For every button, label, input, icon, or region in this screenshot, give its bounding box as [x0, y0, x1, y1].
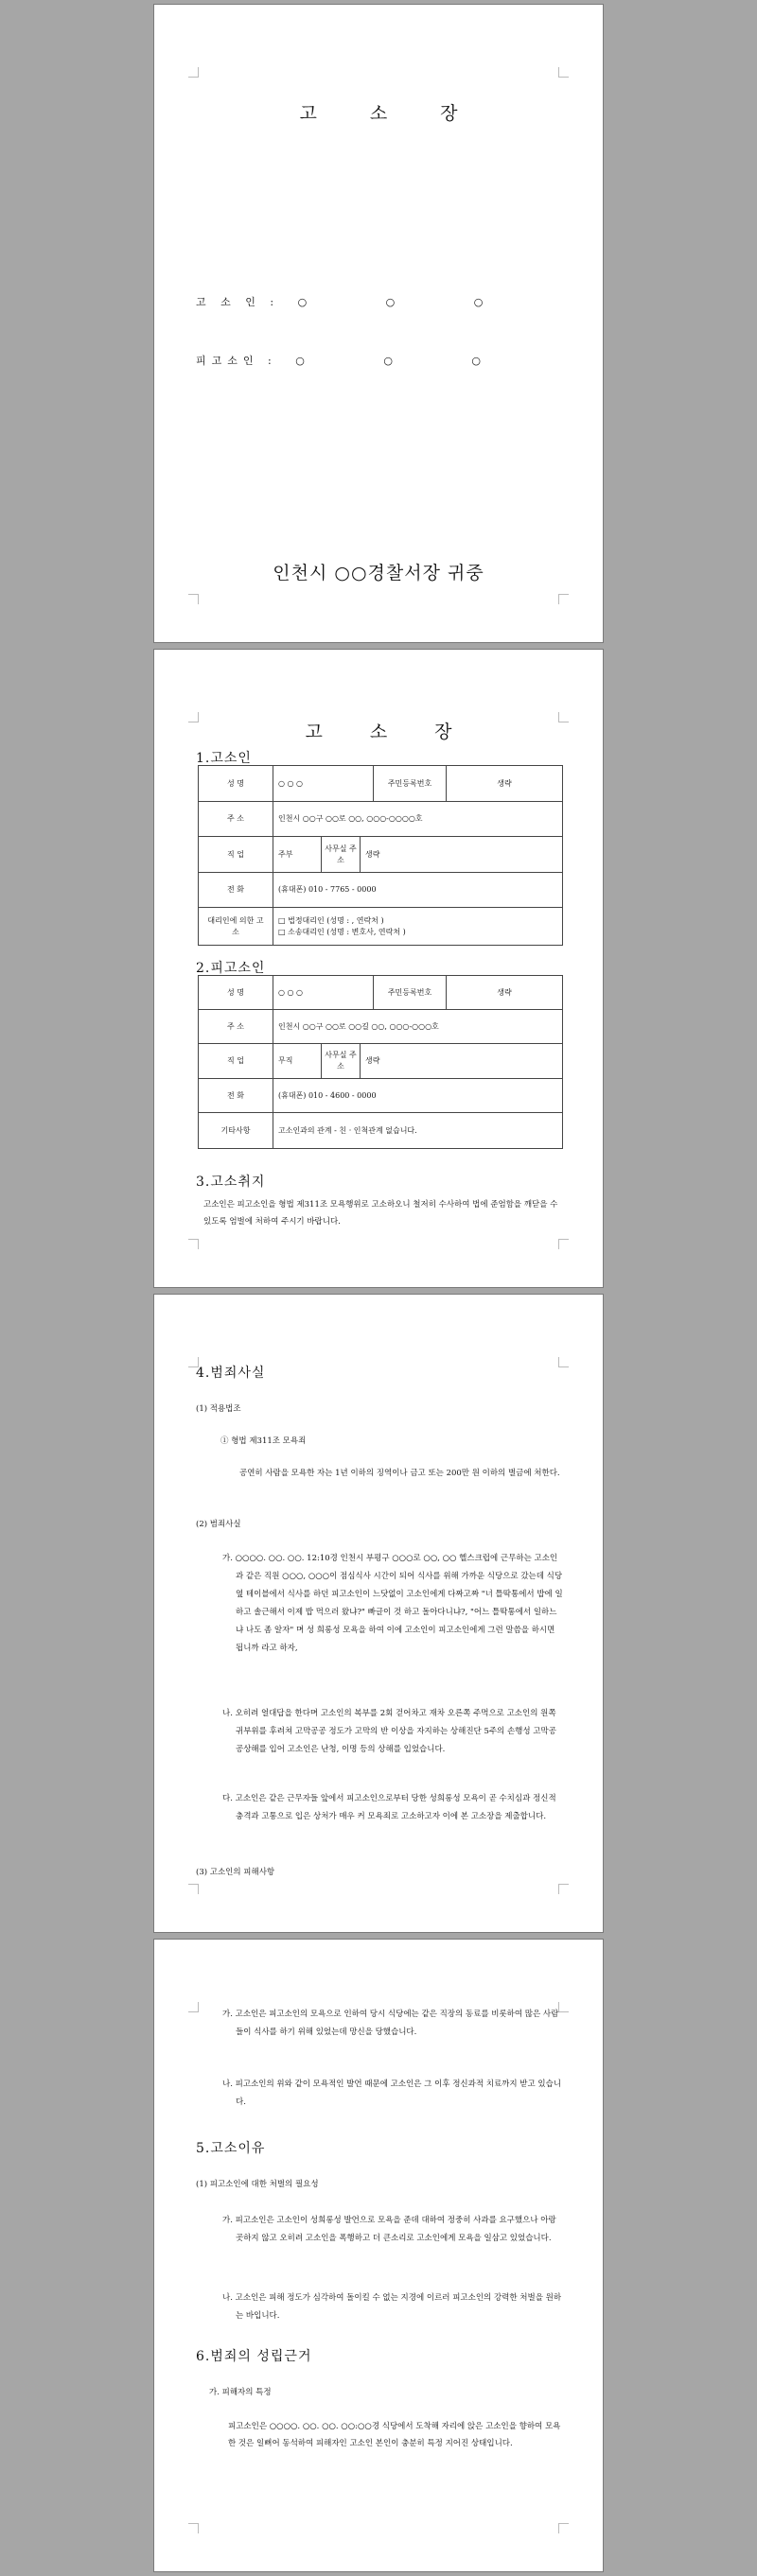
victim-specified-heading: 가. 피해자의 특정: [209, 2388, 272, 2397]
crop-mark: [188, 2523, 199, 2533]
office-label: 사무실 주 소: [322, 837, 361, 872]
applicable-law-heading: (1) 적용법조: [196, 1404, 241, 1414]
crop-mark: [558, 1357, 569, 1367]
law-text: 공연히 사람을 모욕한 자는 1년 이하의 징역이나 금고 또는 200만 원 이하의 벌금에 처한다.: [239, 1469, 560, 1478]
section-1-heading: 1.고소인: [196, 751, 252, 766]
job-inner-table: [273, 1044, 562, 1078]
job-value: 주부: [273, 837, 322, 872]
page-2: [153, 649, 604, 1288]
rrn-value: 생략: [447, 976, 563, 1010]
agent-label: 대리인에 의한 고 소: [199, 908, 273, 946]
section-2-heading: 2.피고소인: [196, 961, 266, 976]
name-label: 성 명: [199, 766, 273, 802]
phone-value: (휴대폰) 010 - 4600 - 0000: [273, 1079, 563, 1113]
damage-b: 나. 피고소인의 위와 같이 모욕적인 발언 때문에 고소인은 그 이후 정신과적 치료까지 받고 있습니다.: [222, 2080, 562, 2107]
crop-mark: [558, 1239, 569, 1249]
section-3-heading: 3.고소취지: [196, 1175, 266, 1190]
job-inner-table: [273, 837, 562, 872]
crop-mark: [188, 67, 199, 78]
crop-mark: [188, 1884, 199, 1894]
office-value: 생략: [365, 849, 380, 859]
office-label: 사무실 주 소: [322, 1044, 361, 1078]
crop-mark: [188, 2002, 199, 2012]
address-label: 주 소: [199, 1010, 273, 1044]
legal-agent-option: □ 법정대리인 (성명 : , 연락처 ): [278, 915, 384, 925]
address-value: 인천시 ○○구 ○○로 ○○길 ○○, ○○○-○○○호: [273, 1010, 563, 1044]
rrn-label: 주민등록번호: [374, 766, 447, 802]
fact-b: 나. 오히려 얼대답을 한다며 고소인의 복부를 2회 걷어차고 재차 오른쪽 주먹으로 고소인의 원쪽 귀부위를 후려쳐 고막공공 정도가 고막의 반 이상을 자지하는 상해진단 5주의 손행성 고막공공상해를 입어 고소인은 난청, 이명 등의 상해를 입었습니다.: [222, 1709, 556, 1754]
phone-label: 전 화: [199, 1079, 273, 1113]
page-3: [153, 1294, 604, 1933]
cover-complainant: [196, 294, 520, 309]
fact-c: 다. 고소인은 같은 근무자들 앞에서 피고소인으로부터 당한 성희롱성 모욕이 곧 수치심과 정신적 충격과 고통으로 입은 상처가 매우 커 모욕죄로 고소하고자 이에 본 고소장을 제출합니다.: [222, 1794, 556, 1821]
job-cell: [273, 837, 563, 873]
accused-value: ○ ○ ○: [295, 355, 519, 367]
name-value: ○ ○ ○: [273, 976, 374, 1010]
job-cell: [273, 1044, 563, 1079]
reason-b: 나. 고소인은 피해 정도가 심각하여 돌이킬 수 없는 지경에 이르러 피고소인의 강력한 처벌을 원하는 바입니다.: [222, 2293, 562, 2321]
name-value: ○ ○ ○: [273, 766, 374, 802]
cover-title: 고소장: [299, 103, 511, 124]
crop-mark: [188, 1239, 199, 1249]
phone-value: (휴대폰) 010 - 7765 - 0000: [273, 873, 563, 908]
agent-options: [273, 908, 563, 946]
section-4-heading: 4.범죄사실: [196, 1366, 266, 1381]
section-5-heading: 5.고소이유: [196, 2141, 266, 2156]
complainant-value: ○ ○ ○: [297, 296, 521, 308]
etc-value: 고소인과의 관계 - 친 · 인척관계 없습니다.: [273, 1113, 563, 1149]
accused-table: [198, 975, 563, 1149]
reason-a: 가. 피고소인은 고소인이 성희롱성 발언으로 모욕을 준데 대하여 정중히 사과를 요구했으나 아랑곳하지 않고 오히려 고소인을 폭행하고 더 큰소리로 고소인에게 모욕을 일삼고 있었습니다.: [222, 2216, 556, 2243]
crop-mark: [558, 67, 569, 78]
cover-addressee: 인천시 ○○경찰서장 귀중: [273, 563, 484, 583]
complainant-label: 고 소 인 :: [196, 296, 280, 308]
section-3-body: 고소인은 피고소인을 형법 제311조 모욕행위로 고소하오니 철저히 수사하여 법에 준엄함을 깨닫을 수 있도록 엄벌에 처하여 주시기 바랍니다.: [203, 1200, 558, 1227]
name-label: 성 명: [199, 976, 273, 1010]
rrn-label: 주민등록번호: [374, 976, 447, 1010]
phone-label: 전 화: [199, 873, 273, 908]
crop-mark: [188, 594, 199, 604]
section-6-body: 피고소인은 ○○○○. ○○. ○○. ○○:○○경 식당에서 도착해 자리에 앉은 고소인을 향하여 모욕한 것은 일뻐어 동석하여 피해자인 고소인 본인이 충분히 특정 지어진 상태입니다.: [228, 2422, 561, 2448]
etc-label: 기타사항: [199, 1113, 273, 1149]
law-title: ① 형법 제311조 모욕죄: [220, 1436, 307, 1446]
fact-a: 가. ○○○○. ○○. ○○. 12:10경 인천시 부평구 ○○○로 ○○, ○○ 헬스크럽에 근무하는 고소인과 같은 직원 ○○○, ○○○이 점심식사 시간이 되어 식사를 위해 가까운 식당으로 갔는데 식당 옆 테이블에서 식사를 하던 피고소인이 느닷없이 고소인에게 다짜고짜 "너 틀딱통에서 밥에 일하고 솔근해서 이제 밥 먹으러 왔냐?" 빠글이 것 하고 돌아다니냐?, "어느 틀딱통에서 일하느냐 나도 좀 알자" 며 성 희롱성 모욕을 하여 이에 고소인이 피고소인에게 그런 말씀을 하시면 됩니까 라고 하자,: [222, 1554, 563, 1653]
complainant-table: [198, 765, 563, 946]
crop-mark: [558, 1884, 569, 1894]
damage-a: 가. 고소인은 피고소인의 모욕으로 인하여 당시 식당에는 같은 직장의 동료를 비롯하여 많은 사람들이 식사를 하기 위해 있었는데 망신을 당했습니다.: [222, 2010, 559, 2037]
page-4: [153, 1939, 604, 2572]
document-title: 고소장: [305, 722, 500, 742]
crime-facts-heading: (2) 범죄사실: [196, 1520, 241, 1529]
attorney-agent-option: □ 소송대리인 (성명 : 변호사, 연락처 ): [278, 927, 406, 936]
office-value: 생략: [365, 1056, 380, 1065]
cover-page: [153, 4, 604, 643]
crop-mark: [558, 594, 569, 604]
cover-accused: [196, 353, 519, 368]
address-label: 주 소: [199, 802, 273, 837]
job-label: 직 업: [199, 1044, 273, 1079]
crop-mark: [558, 2523, 569, 2533]
address-value: 인천시 ○○구 ○○로 ○○, ○○○-○○○○호: [273, 802, 563, 837]
section-6-heading: 6.범죄의 성립근거: [196, 2349, 312, 2364]
rrn-value: 생략: [447, 766, 563, 802]
accused-label: 피고소인 :: [196, 355, 277, 367]
job-value: 무직: [273, 1044, 322, 1078]
job-label: 직 업: [199, 837, 273, 873]
damage-heading: (3) 고소인의 피해사항: [196, 1868, 275, 1877]
punishment-need-heading: (1) 피고소인에 대한 처벌의 필요성: [196, 2180, 319, 2189]
